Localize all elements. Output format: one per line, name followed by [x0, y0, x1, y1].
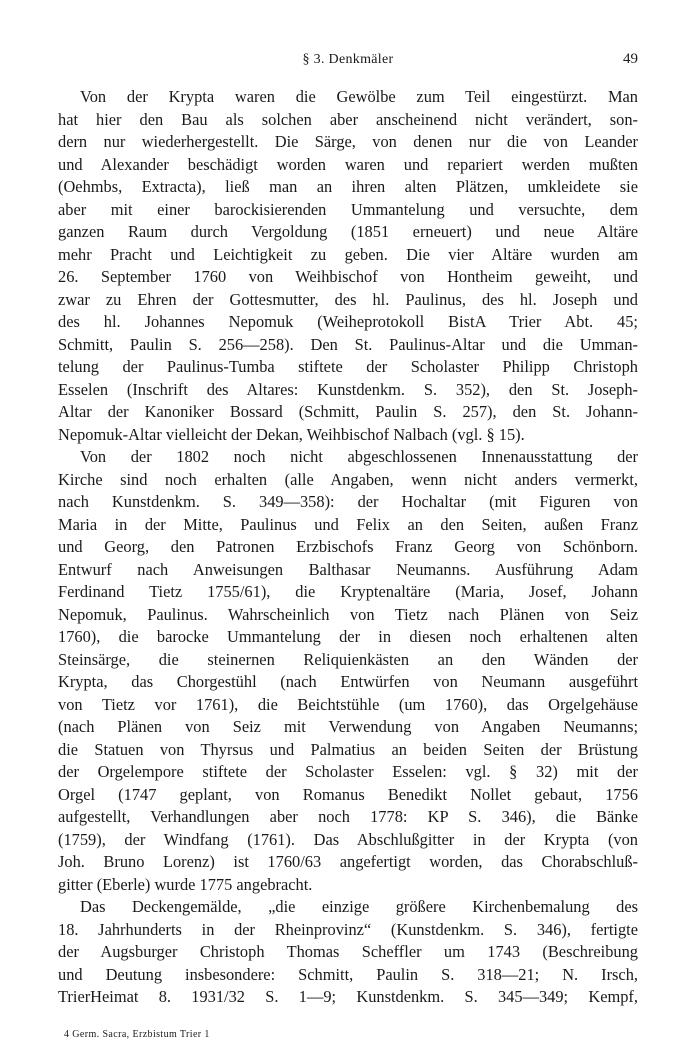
text-line: aufgestellt, Verhandlungen aber noch 1778: KP S. 346), die Bänke — [58, 807, 638, 826]
text-line: zwar zu Ehren der Gottesmutter, des hl. Paulinus, des hl. Joseph und — [58, 289, 638, 309]
text-line: 1760), die barocke Ummantelung der in diesen noch erhaltenen alten — [58, 627, 638, 646]
text-line: Joh. Bruno Lorenz) ist 1760/63 angefertigt worden, das Chorabschluß- — [58, 852, 638, 871]
text-line: Kirche sind noch erhalten (alle Angaben, wenn nicht anders vermerkt, — [58, 469, 638, 489]
text-line: und Deutung insbesondere: Schmitt, Paulin S. 318—21; N. Irsch, — [58, 964, 638, 984]
page-number: 49 — [623, 51, 638, 67]
text-line: Von der 1802 noch nicht abgeschlossenen Innenausstattung der — [80, 447, 638, 466]
text-line: (Oehmbs, Extracta), ließ man an ihren alten Plätzen, umkleidete sie — [58, 177, 638, 196]
text-line: und Georg, den Patronen Erzbischofs Franz Georg von Schönborn. — [58, 537, 638, 556]
text-line: Krypta, das Chorgestühl (nach Entwürfen von Neumann ausgeführt — [58, 672, 638, 691]
text-line: der Orgelempore stiftete der Scholaster Esselen: vgl. § 32) mit der — [58, 762, 638, 781]
text-line: aber mit einer barockisierenden Ummantelung und versuchte, dem — [58, 199, 638, 219]
text-line: telung der Paulinus-Tumba stiftete der Scholaster Philipp Christoph — [58, 357, 638, 376]
text-line: Orgel (1747 geplant, von Romanus Benedikt Nollet gebaut, 1756 — [58, 784, 638, 804]
text-line: Altar der Kanoniker Bossard (Schmitt, Paulin S. 257), den St. Johann- — [58, 402, 638, 421]
text-line: von Tietz vor 1761), die Beichtstühle (um 1760), das Orgelgehäuse — [58, 694, 638, 714]
text-line: nach Kunstdenkm. S. 349—358): der Hochaltar (mit Figuren von — [58, 492, 638, 511]
text-line: und Alexander beschädigt worden waren und repariert werden mußten — [58, 154, 638, 174]
text-line: Esselen (Inschrift des Altares: Kunstdenkm. S. 352), den St. Joseph- — [58, 379, 638, 399]
text-line: Ferdinand Tietz 1755/61), die Kryptenaltäre (Maria, Josef, Johann — [58, 582, 638, 601]
text-line: die Statuen von Thyrsus und Palmatius an beiden Seiten der Brüstung — [58, 739, 638, 759]
book-page — [58, 52, 638, 1040]
printer-signature: 4 Germ. Sacra, Erzbistum Trier 1 — [64, 1028, 210, 1040]
text-line: gitter (Eberle) wurde 1775 angebracht. — [58, 874, 313, 894]
text-line: Schmitt, Paulin S. 256—258). Den St. Paulinus-Altar und die Umman- — [58, 334, 638, 354]
text-line: des hl. Johannes Nepomuk (Weiheprotokoll BistA Trier Abt. 45; — [58, 312, 638, 331]
text-line: der Augsburger Christoph Thomas Scheffler um 1743 (Beschreibung — [58, 942, 638, 961]
text-line: (1759), der Windfang (1761). Das Abschlußgitter in der Krypta (von — [58, 829, 638, 849]
running-head — [58, 52, 638, 74]
text-line: Entwurf nach Anweisungen Balthasar Neumanns. Ausführung Adam — [58, 559, 638, 579]
text-line: mehr Pracht und Leichtigkeit zu geben. Die vier Altäre wurden am — [58, 244, 638, 264]
text-line: 18. Jahrhunderts in der Rheinprovinz“ (Kunstdenkm. S. 346), fertigte — [58, 919, 638, 939]
text-line: TrierHeimat 8. 1931/32 S. 1—9; Kunstdenkm. S. 345—349; Kempf, — [58, 987, 638, 1006]
text-line: hat hier den Bau als solchen aber anscheinend nicht verändert, son- — [58, 109, 638, 129]
section-title: § 3. Denkmäler — [302, 52, 394, 67]
text-line: (nach Plänen von Seiz mit Verwendung von Angaben Neumanns; — [58, 717, 638, 736]
body-text — [58, 86, 638, 1009]
text-line: Nepomuk-Altar vielleicht der Dekan, Weihbischof Nalbach (vgl. § 15). — [58, 424, 525, 444]
text-line: Maria in der Mitte, Paulinus und Felix an den Seiten, außen Franz — [58, 514, 638, 534]
text-line: Nepomuk, Paulinus. Wahrscheinlich von Tietz nach Plänen von Seiz — [58, 604, 638, 624]
text-line: Das Deckengemälde, „die einzige größere Kirchenbemalung des — [80, 897, 638, 916]
text-line: 26. September 1760 von Weihbischof von Hontheim geweiht, und — [58, 267, 638, 286]
text-line: ganzen Raum durch Vergoldung (1851 erneuert) und neue Altäre — [58, 222, 638, 241]
text-line: Steinsärge, die steinernen Reliquienkästen an den Wänden der — [58, 649, 638, 669]
text-line: dern nur wiederhergestellt. Die Särge, von denen nur die von Leander — [58, 132, 638, 151]
text-line: Von der Krypta waren die Gewölbe zum Teil eingestürzt. Man — [80, 87, 638, 106]
